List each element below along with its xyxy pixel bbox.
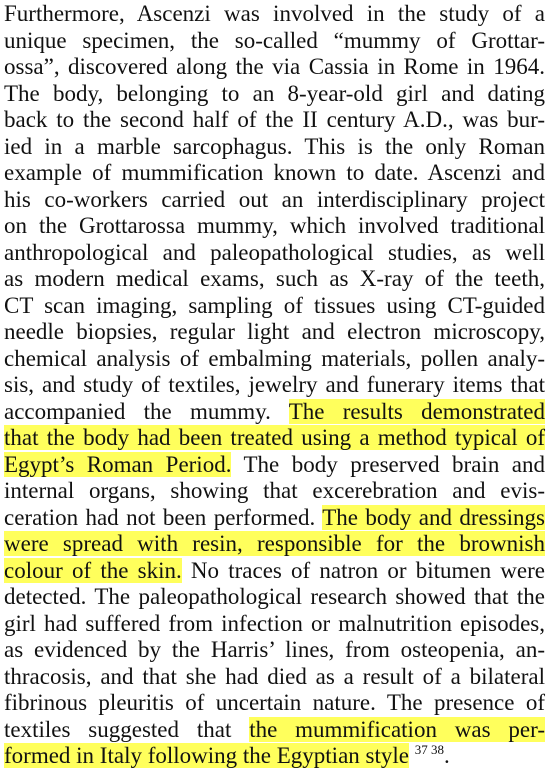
text-line xyxy=(4,159,545,187)
text-segment: textiles suggested that xyxy=(4,716,250,742)
highlighted-text: the mummification was per- xyxy=(249,716,545,742)
text-line xyxy=(4,212,545,240)
text-segment: No traces of natron or bitumen were xyxy=(181,557,545,583)
text-segment: fibrinous pleuritis of uncertain nature. The presence of xyxy=(4,690,545,715)
text-line xyxy=(4,742,545,769)
text-line xyxy=(4,80,545,108)
text-segment: internal organs, showing that excerebration and evis- xyxy=(4,478,545,503)
text-segment: thracosis, and that she had died as a result of a bilateral xyxy=(4,663,545,689)
text-segment: ceration had not been performed. xyxy=(4,504,323,530)
text-segment: as modern medical exams, such as X-ray of the teeth, xyxy=(4,266,545,291)
text-line xyxy=(4,371,545,399)
citation-superscript: 37 38 xyxy=(414,742,444,757)
text-segment: The body preserved brain and xyxy=(231,451,545,477)
text-line xyxy=(4,186,545,214)
text-line xyxy=(4,530,545,558)
highlighted-text: The body and dressings xyxy=(322,504,546,530)
text-segment: back to the second half of the II century A.D., was bur- xyxy=(4,107,545,132)
text-segment: accompanied the mummy. xyxy=(4,398,289,424)
text-segment: . xyxy=(443,743,450,768)
text-segment: CT scan imaging, sampling of tissues using CT-guided xyxy=(4,292,545,318)
text-line xyxy=(4,292,545,320)
text-line xyxy=(4,318,545,346)
text-line xyxy=(4,504,545,532)
text-line xyxy=(4,716,545,744)
text-line xyxy=(4,663,545,691)
text-line xyxy=(4,0,545,28)
text-line xyxy=(4,265,545,293)
text-segment: unique specimen, the so-called “mummy of Grottar- xyxy=(4,27,545,53)
text-segment: ied in a marble sarcophagus. This is the only Roman xyxy=(4,133,545,159)
text-line xyxy=(4,557,545,585)
text-line xyxy=(4,133,545,161)
text-line xyxy=(4,27,545,55)
text-segment: girl had suffered from infection or malnutrition episodes, xyxy=(4,610,545,636)
text-line xyxy=(4,398,545,426)
text-segment: anthropological and paleopathological studies, as well xyxy=(4,239,545,265)
text-segment: The body, belonging to an 8-year-old girl and dating xyxy=(4,80,545,106)
text-line xyxy=(4,451,545,479)
highlighted-text: were spread with resin, responsible for the brownish xyxy=(4,531,545,556)
text-line xyxy=(4,239,545,267)
text-segment: example of mummification known to date. Ascenzi and xyxy=(4,160,545,185)
text-segment: ossa”, discovered along the via Cassia in Rome in 1964. xyxy=(4,54,545,79)
highlighted-text: Egypt’s Roman Period. xyxy=(4,451,232,477)
text-segment: Furthermore, Ascenzi was involved in the study of a xyxy=(4,1,545,26)
text-segment: detected. The paleopathological research showed that the xyxy=(4,584,545,609)
text-line xyxy=(4,583,545,611)
highlighted-text: The results demonstrated xyxy=(288,398,546,424)
text-segment: needle biopsies, regular light and electron microscopy, xyxy=(4,319,545,344)
text-line xyxy=(4,345,545,373)
text-segment: sis, and study of textiles, jewelry and funerary items that xyxy=(4,372,545,397)
text-line xyxy=(4,477,545,505)
text-line xyxy=(4,424,545,452)
text-line xyxy=(4,106,545,134)
highlighted-text: colour of the skin. xyxy=(4,557,182,583)
text-line xyxy=(4,689,545,717)
highlighted-text: that the body had been treated using a method typical of xyxy=(4,425,545,450)
text-line xyxy=(4,636,545,664)
highlighted-text: formed in Italy following the Egyptian style xyxy=(4,743,409,768)
text-line xyxy=(4,610,545,638)
text-segment: on the Grottarossa mummy, which involved traditional xyxy=(4,213,545,238)
text-segment: as evidenced by the Harris’ lines, from osteopenia, an- xyxy=(4,637,545,662)
text-segment: his co-workers carried out an interdisciplinary project xyxy=(4,186,545,212)
text-segment: chemical analysis of embalming materials, pollen analy- xyxy=(4,345,545,371)
text-line xyxy=(4,53,545,81)
